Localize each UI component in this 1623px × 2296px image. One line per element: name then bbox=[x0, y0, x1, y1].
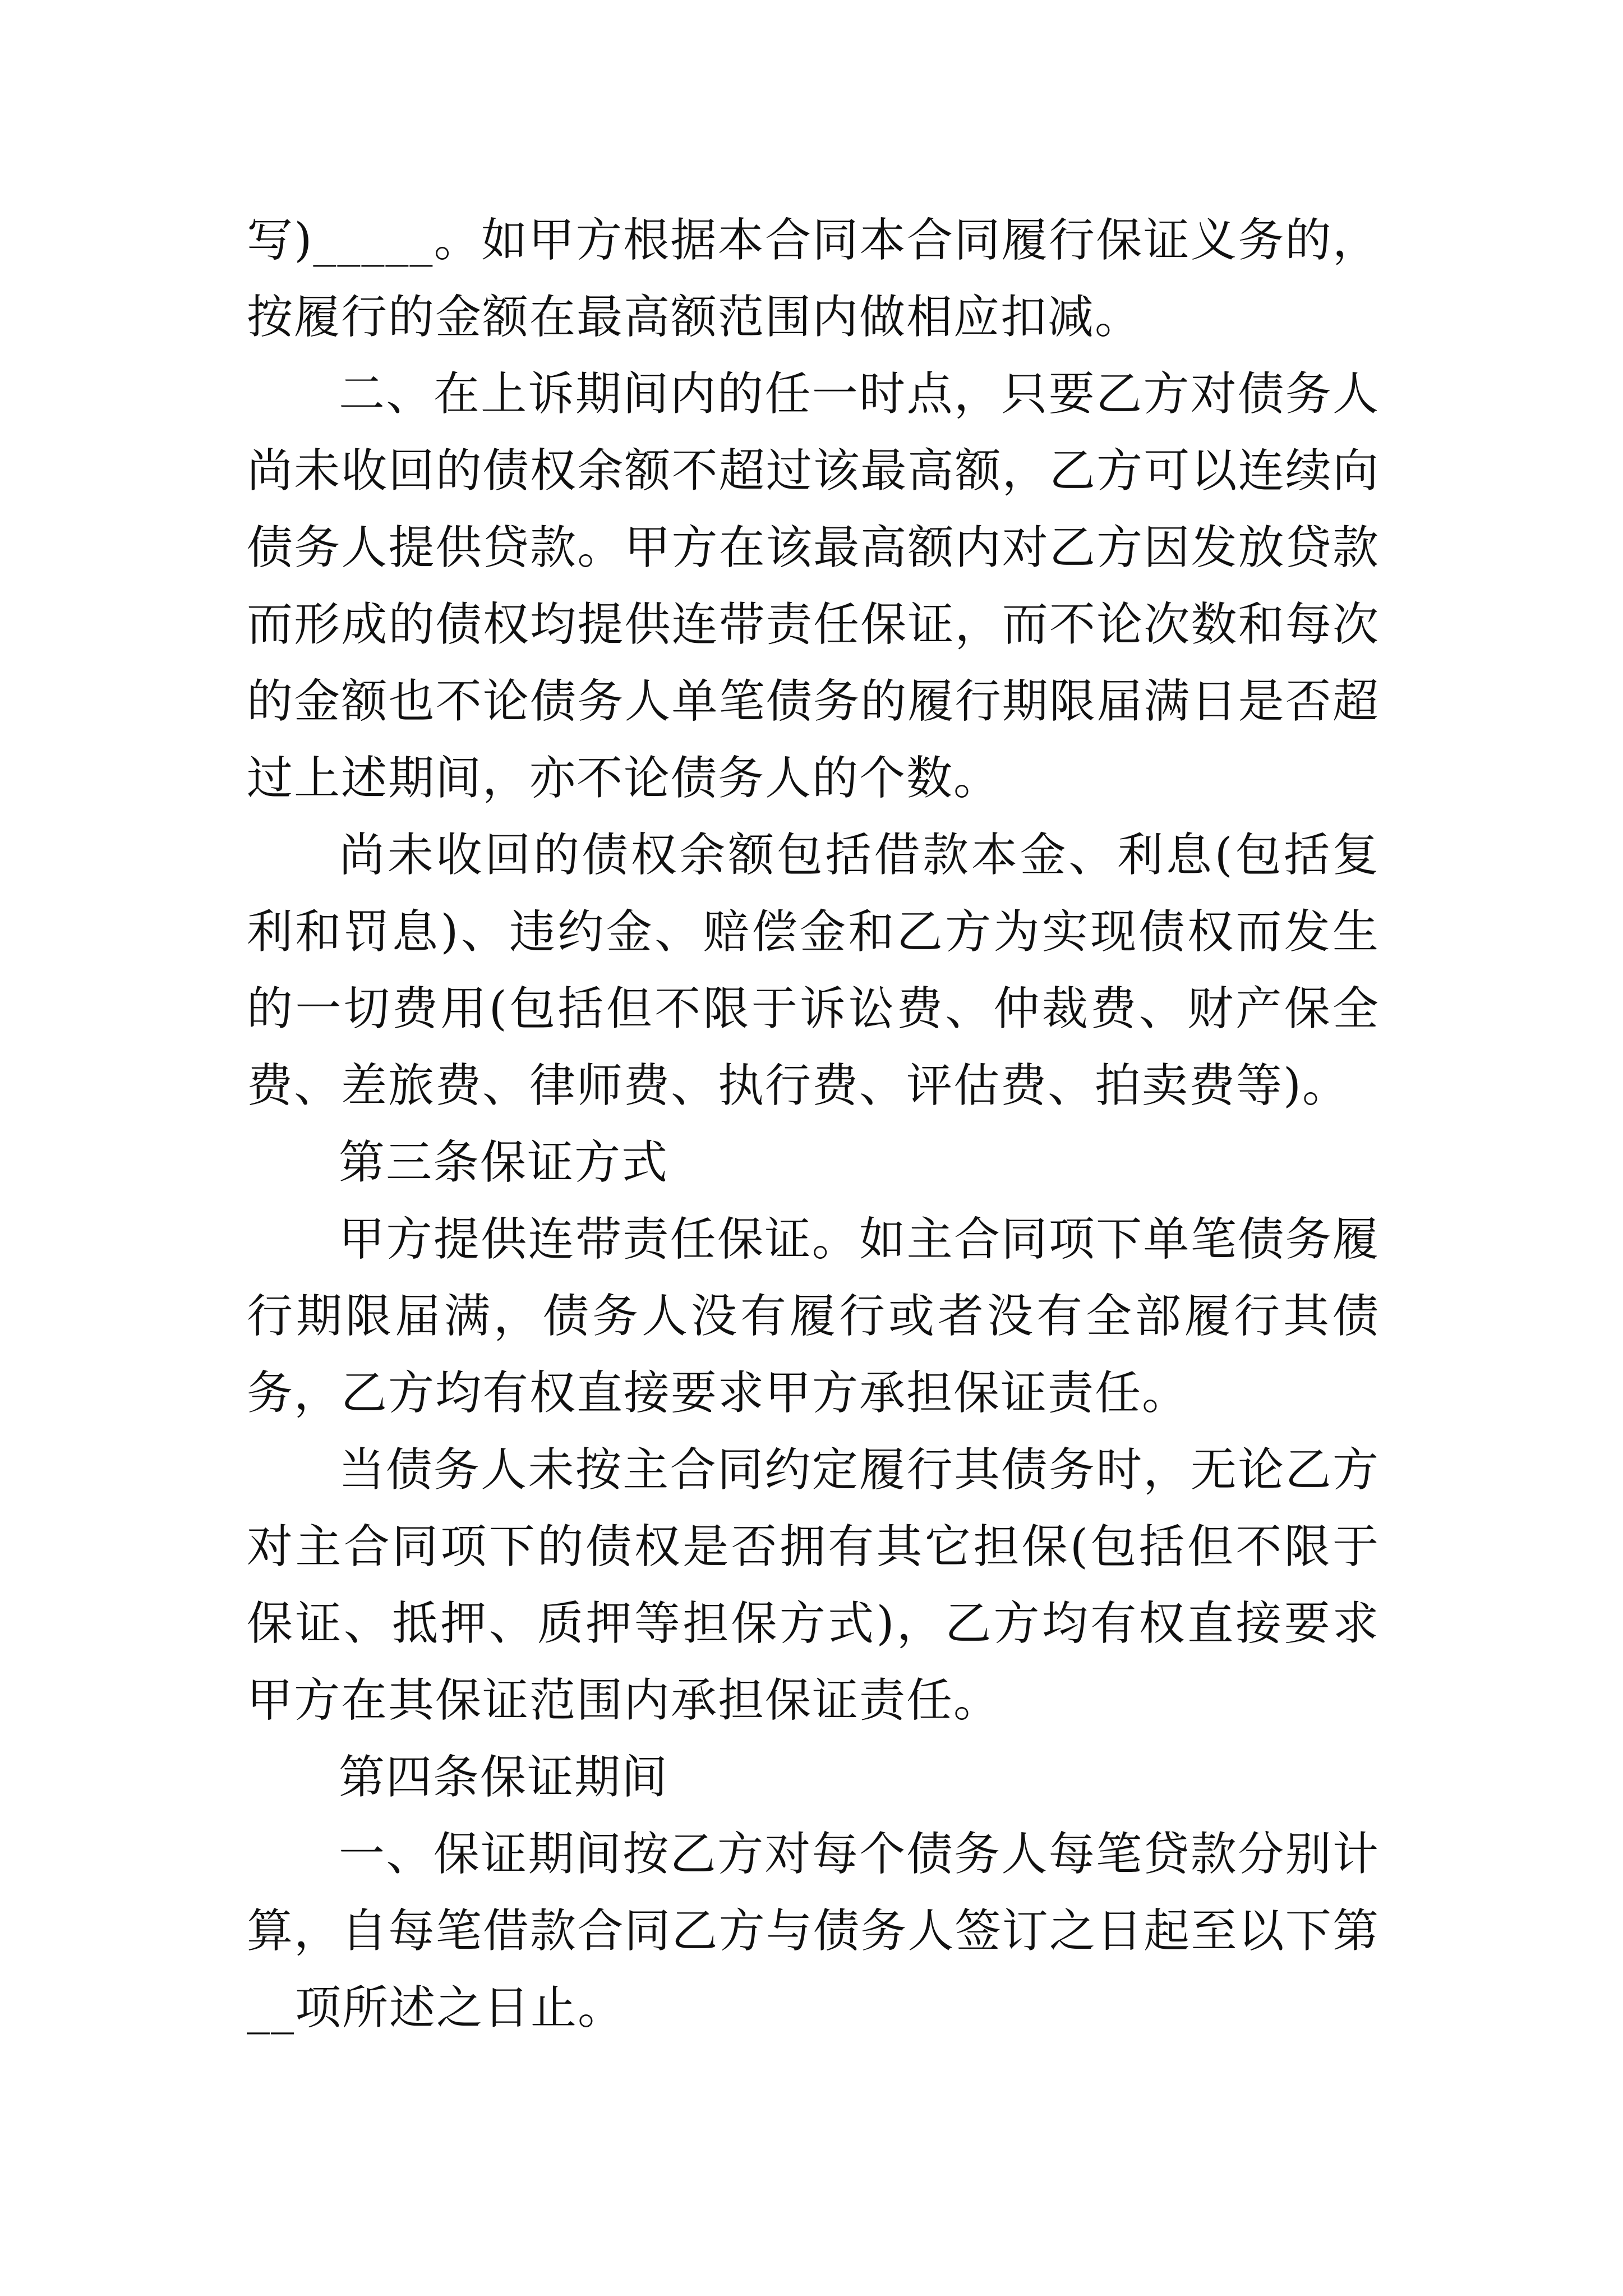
section-heading: 第四条保证期间 bbox=[339, 1751, 669, 1804]
paragraph: 甲方提供连带责任保证。如主合同项下单笔债务履行期限届满，债务人没有履行或者没有全部履行其债务，乙方均有权直接要求甲方承担保证责任。 bbox=[247, 1213, 1380, 1420]
section-heading: 第三条保证方式 bbox=[339, 1136, 669, 1189]
paragraph: 写)_____。如甲方根据本合同本合同履行保证义务的，按履行的金额在最高额范围内做相应扣减。 bbox=[247, 214, 1380, 344]
paragraph: 二、在上诉期间内的任一时点，只要乙方对债务人尚未收回的债权余额不超过该最高额，乙方可以连续向债务人提供贷款。甲方在该最高额内对乙方因发放贷款而形成的债权均提供连带责任保证，而不论次数和每次的金额也不论债务人单笔债务的履行期限届满日是否超过上述期间，亦不论债务人的个数。 bbox=[247, 367, 1380, 805]
paragraph: 一、保证期间按乙方对每个债务人每笔贷款分别计算，自每笔借款合同乙方与债务人签订之日起至以下第__项所述之日止。 bbox=[247, 1828, 1380, 2035]
paragraph: 当债务人未按主合同约定履行其债务时，无论乙方对主合同项下的债权是否拥有其它担保(包括但不限于保证、抵押、质押等担保方式)，乙方均有权直接要求甲方在其保证范围内承担保证责任。 bbox=[247, 1443, 1380, 1727]
paragraph: 尚未收回的债权余额包括借款本金、利息(包括复利和罚息)、违约金、赔偿金和乙方为实现债权而发生的一切费用(包括但不限于诉讼费、仲裁费、财产保全费、差旅费、律师费、执行费、评估费、拍卖费等)。 bbox=[247, 829, 1380, 1112]
document-body bbox=[247, 202, 1380, 2046]
